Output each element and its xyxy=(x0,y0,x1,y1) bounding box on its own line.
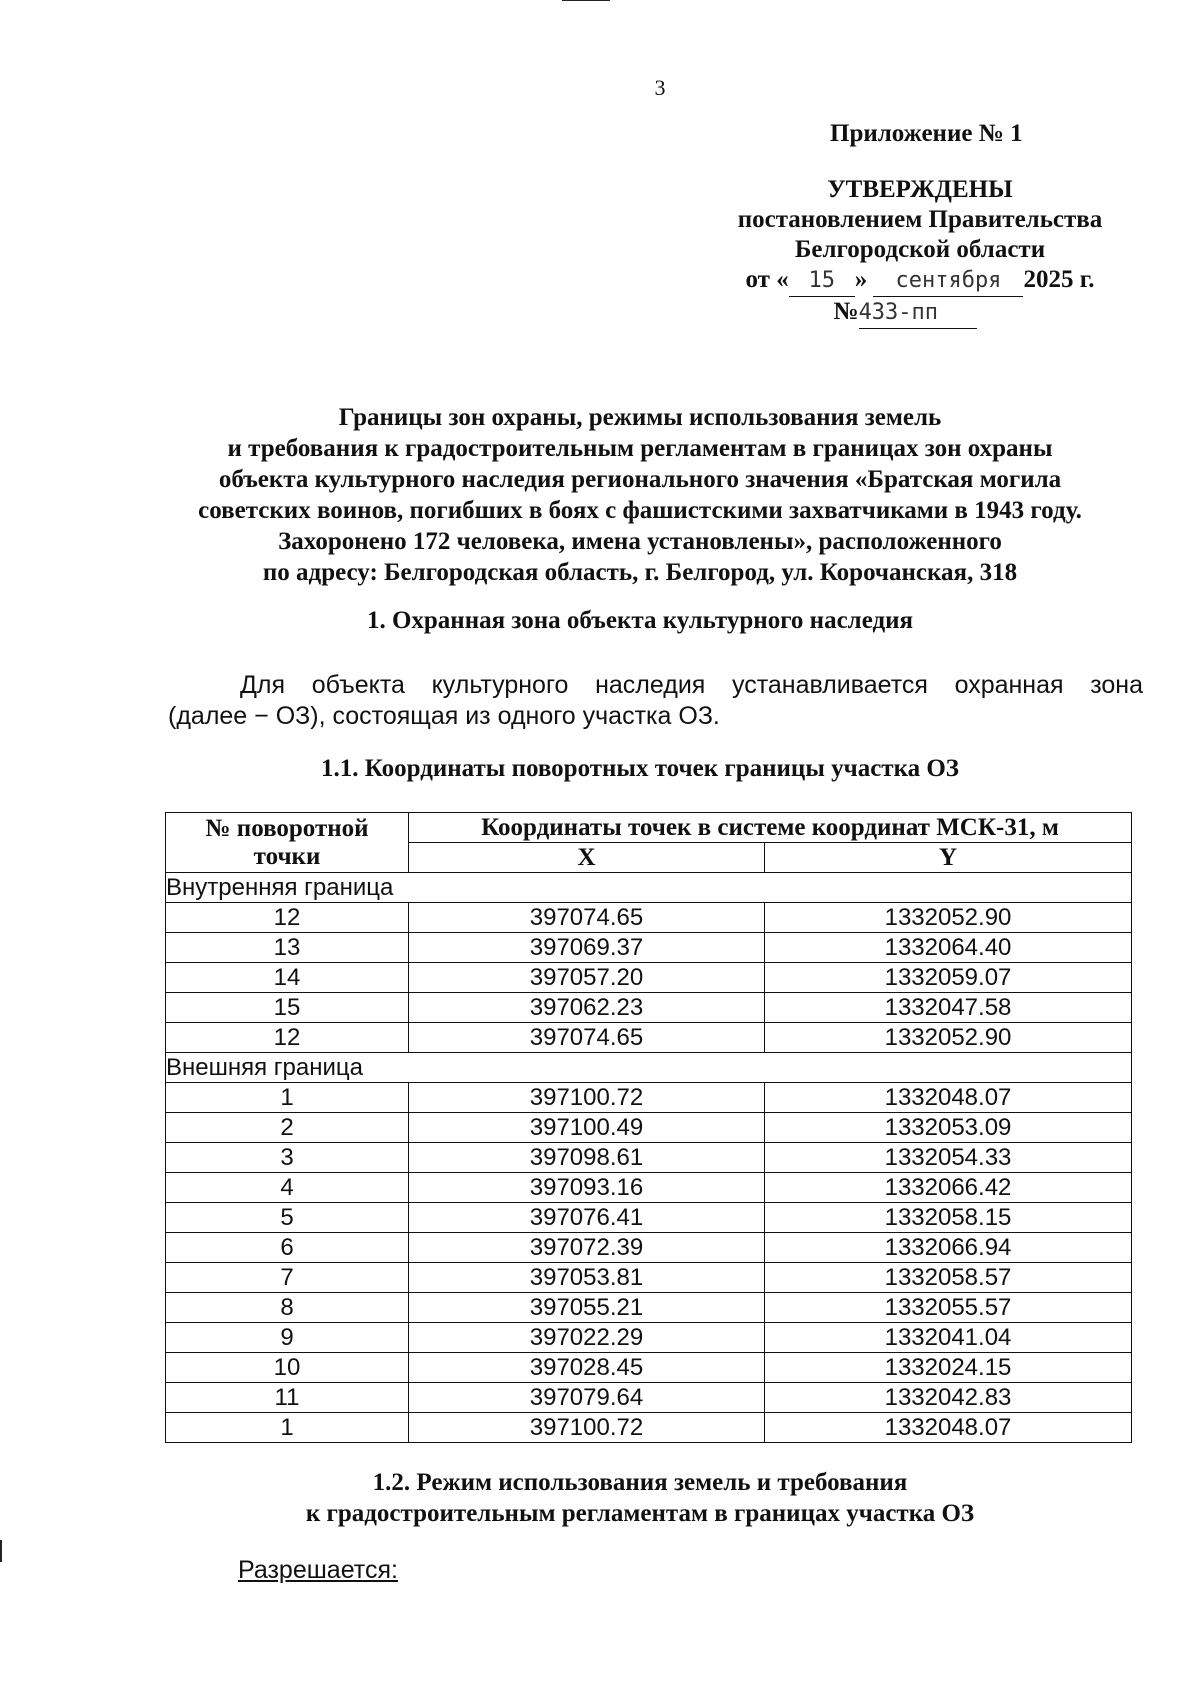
coord-y: 1332024.15 xyxy=(765,1353,1132,1383)
table-row xyxy=(166,1413,1132,1443)
document-title xyxy=(140,402,1140,588)
coord-y: 1332052.90 xyxy=(765,903,1132,933)
title-line-3: объекта культурного наследия регионального значения «Братская могила xyxy=(218,466,1062,493)
paragraph-line-2: (далее − ОЗ), состоящая из одного участка ОЗ. xyxy=(168,702,720,730)
title-line-1: Границы зон охраны, режимы использования земель xyxy=(338,404,942,431)
title-line-6: по адресу: Белгородская область, г. Белгород, ул. Корочанская, 318 xyxy=(262,559,1018,586)
section-1-heading: 1. Охранная зона объекта культурного наследия xyxy=(366,607,914,634)
table-row xyxy=(166,1353,1132,1383)
title-line-4: советских воинов, погибших в боях с фашистскими захватчиками в 1943 году. xyxy=(198,497,1082,524)
table-row xyxy=(166,993,1132,1023)
point-number: 12 xyxy=(166,903,409,933)
point-number: 5 xyxy=(166,1203,409,1233)
allowed-label: Разрешается: xyxy=(238,1556,398,1584)
table-row xyxy=(166,1203,1132,1233)
header-point-number-line-1: № поворотной xyxy=(205,814,369,842)
date-prefix: от « xyxy=(745,266,789,293)
date-mid: » xyxy=(854,266,868,293)
resolution-number: 433-пп xyxy=(859,298,977,329)
approval-line-1: УТВЕРЖДЕНЫ xyxy=(827,176,1013,203)
coord-x: 397100.49 xyxy=(409,1113,765,1143)
approval-number xyxy=(670,297,1140,329)
point-number: 6 xyxy=(166,1233,409,1263)
date-month: сентября xyxy=(873,266,1023,297)
table-row xyxy=(166,1113,1132,1143)
title-line-5: Захоронено 172 человека, имена установлены», расположенного xyxy=(278,528,1002,555)
coord-x: 397072.39 xyxy=(409,1233,765,1263)
section-1-paragraph xyxy=(168,670,1143,732)
coord-y: 1332042.83 xyxy=(765,1383,1132,1413)
page-number: 3 xyxy=(654,75,666,100)
date-day: 15 xyxy=(789,266,855,297)
coord-y: 1332047.58 xyxy=(765,993,1132,1023)
paragraph-line-1: Для объекта культурного наследия устанавливается охранная зона xyxy=(240,671,1143,699)
coord-y: 1332058.57 xyxy=(765,1263,1132,1293)
date-year: 2025 г. xyxy=(1023,266,1095,293)
section-1-1-heading: 1.1. Координаты поворотных точек границы участка ОЗ xyxy=(321,755,959,782)
scan-mark-top xyxy=(562,0,610,1)
coord-y: 1332048.07 xyxy=(765,1083,1132,1113)
point-number: 1 xyxy=(166,1413,409,1443)
coord-x: 397062.23 xyxy=(409,993,765,1023)
coord-x: 397069.37 xyxy=(409,933,765,963)
point-number: 12 xyxy=(166,1023,409,1053)
approval-date xyxy=(700,265,1140,297)
coord-x: 397100.72 xyxy=(409,1083,765,1113)
appendix-label: Приложение № 1 xyxy=(830,120,1023,147)
coord-x: 397093.16 xyxy=(409,1173,765,1203)
table-row xyxy=(166,963,1132,993)
header-x: X xyxy=(409,843,765,873)
table-row xyxy=(166,1233,1132,1263)
coord-y: 1332058.15 xyxy=(765,1203,1132,1233)
group-row-inner xyxy=(166,873,1132,903)
coord-y: 1332048.07 xyxy=(765,1413,1132,1443)
coordinates-table xyxy=(165,812,1132,1443)
coord-x: 397074.65 xyxy=(409,1023,765,1053)
coord-x: 397100.72 xyxy=(409,1413,765,1443)
coord-y: 1332054.33 xyxy=(765,1143,1132,1173)
coord-x: 397079.64 xyxy=(409,1383,765,1413)
number-prefix: № xyxy=(833,298,859,325)
table-row xyxy=(166,1293,1132,1323)
coord-y: 1332066.94 xyxy=(765,1233,1132,1263)
approval-line-3: Белгородской области xyxy=(794,236,1046,263)
header-coordinates: Координаты точек в системе координат МСК-31, м xyxy=(409,813,1132,843)
approval-line-2: постановлением Правительства xyxy=(737,206,1103,233)
point-number: 1 xyxy=(166,1083,409,1113)
point-number: 7 xyxy=(166,1263,409,1293)
approval-block xyxy=(700,175,1140,329)
section-1-2-heading-line-1: 1.2. Режим использования земель и требования xyxy=(372,1469,908,1496)
header-point-number-line-2: точки xyxy=(253,842,321,870)
outer-boundary-label: Внешняя граница xyxy=(166,1053,1132,1083)
coord-y: 1332053.09 xyxy=(765,1113,1132,1143)
table-row xyxy=(166,1143,1132,1173)
table-row xyxy=(166,1323,1132,1353)
coord-x: 397022.29 xyxy=(409,1323,765,1353)
table-row xyxy=(166,933,1132,963)
coord-y: 1332066.42 xyxy=(765,1173,1132,1203)
coord-x: 397053.81 xyxy=(409,1263,765,1293)
point-number: 2 xyxy=(166,1113,409,1143)
point-number: 13 xyxy=(166,933,409,963)
coord-y: 1332055.57 xyxy=(765,1293,1132,1323)
point-number: 10 xyxy=(166,1353,409,1383)
point-number: 15 xyxy=(166,993,409,1023)
table-row xyxy=(166,903,1132,933)
point-number: 11 xyxy=(166,1383,409,1413)
inner-boundary-label: Внутренняя граница xyxy=(166,873,1132,903)
scan-mark-left xyxy=(0,1540,2,1562)
table-row xyxy=(166,1173,1132,1203)
coord-x: 397055.21 xyxy=(409,1293,765,1323)
section-1-2-heading-line-2: к градостроительным регламентам в границах участка ОЗ xyxy=(305,1500,975,1527)
coord-x: 397057.20 xyxy=(409,963,765,993)
title-line-2: и требования к градостроительным регламентам в границах зон охраны xyxy=(227,435,1053,462)
point-number: 14 xyxy=(166,963,409,993)
header-y: Y xyxy=(765,843,1132,873)
coord-x: 397028.45 xyxy=(409,1353,765,1383)
coord-y: 1332064.40 xyxy=(765,933,1132,963)
coord-y: 1332041.04 xyxy=(765,1323,1132,1353)
coordinates-table-body xyxy=(166,873,1132,1443)
section-1-2-heading xyxy=(140,1467,1140,1529)
coord-y: 1332059.07 xyxy=(765,963,1132,993)
point-number: 8 xyxy=(166,1293,409,1323)
header-point-number xyxy=(166,813,409,873)
table-row xyxy=(166,1383,1132,1413)
table-row xyxy=(166,1023,1132,1053)
coord-x: 397074.65 xyxy=(409,903,765,933)
coord-y: 1332052.90 xyxy=(765,1023,1132,1053)
table-row xyxy=(166,1263,1132,1293)
table-row xyxy=(166,1083,1132,1113)
coord-x: 397076.41 xyxy=(409,1203,765,1233)
point-number: 9 xyxy=(166,1323,409,1353)
point-number: 4 xyxy=(166,1173,409,1203)
coord-x: 397098.61 xyxy=(409,1143,765,1173)
group-row-outer xyxy=(166,1053,1132,1083)
point-number: 3 xyxy=(166,1143,409,1173)
